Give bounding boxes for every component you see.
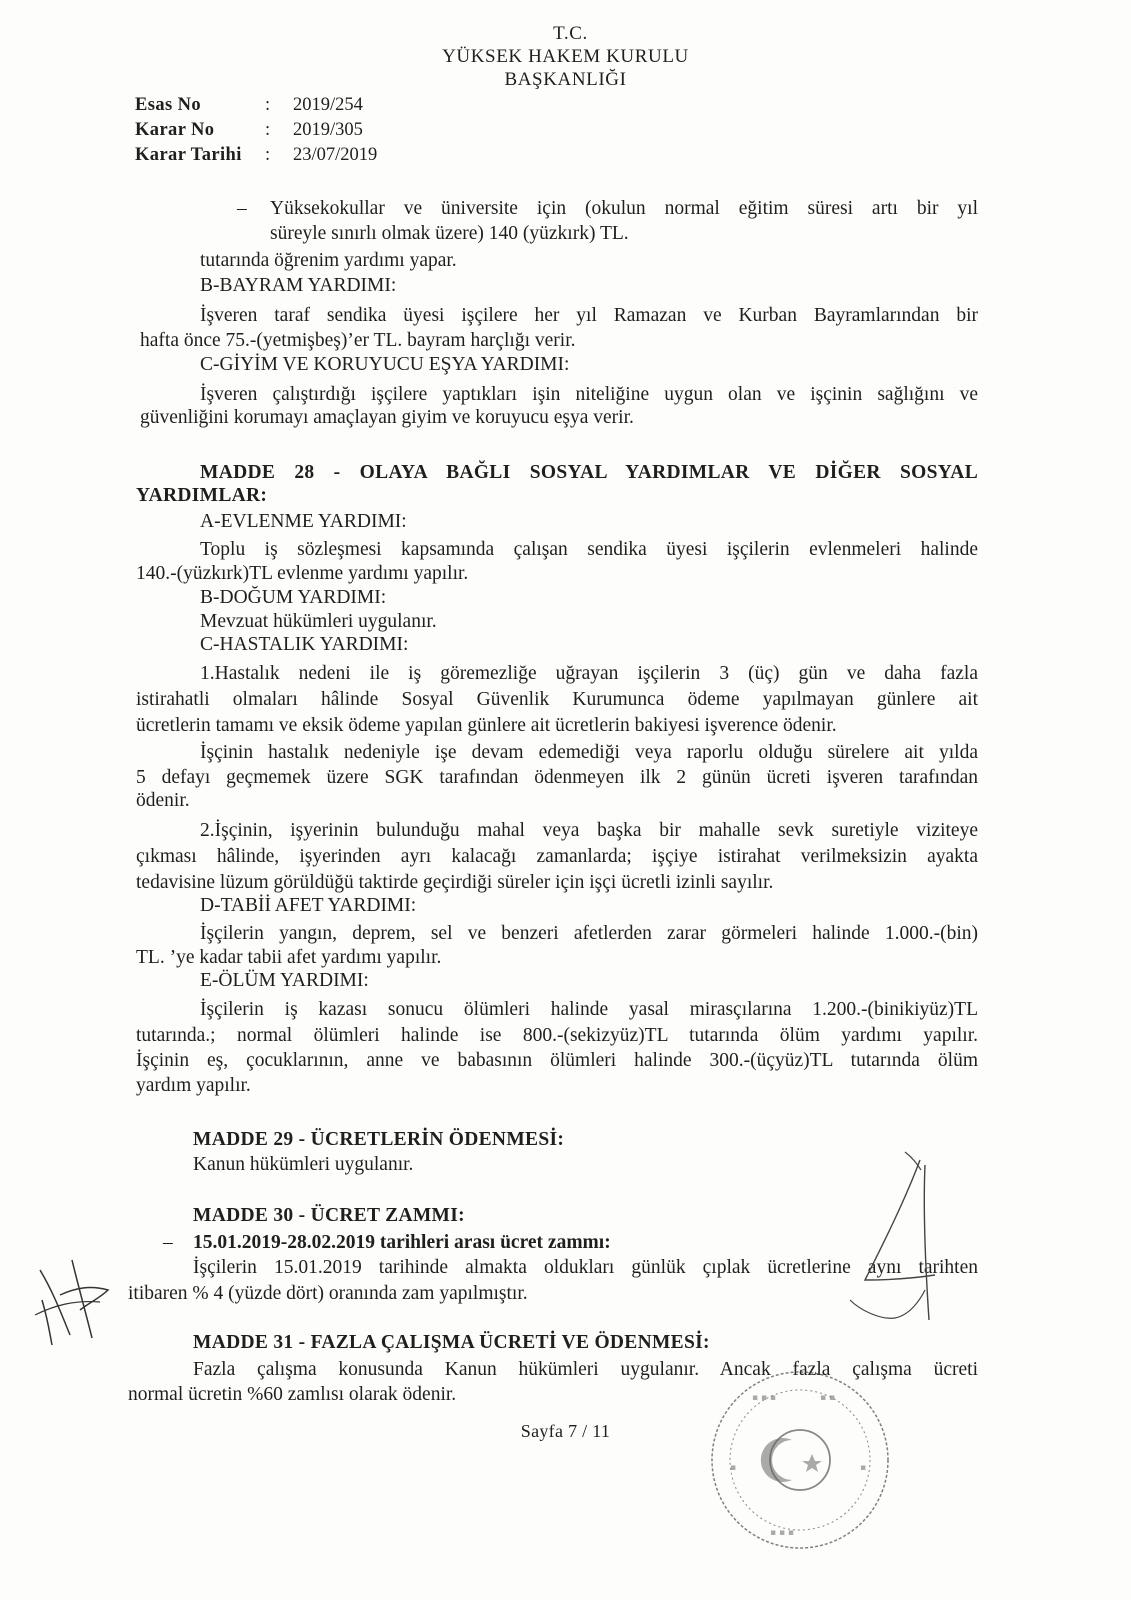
paragraph-line: Fazla çalışma konusunda Kanun hükümleri uygulanır. Ancak fazla çalışma ücreti [193, 1359, 978, 1380]
paragraph-line: TL. ’ye kadar tabii afet yardımı yapılır. [136, 947, 442, 968]
meta-row-esas [135, 93, 377, 118]
header-department: BAŞKANLIĞI [504, 69, 627, 90]
paragraph-line: İşçilerin iş kazası sonucu ölümleri halinde yasal mirasçılarına 1.200.-(binikiyüz)TL [200, 999, 978, 1020]
meta-sep: : [265, 95, 271, 115]
article-title-30: MADDE 30 - ÜCRET ZAMMI: [193, 1205, 465, 1226]
svg-text:▪ ▪ ▪: ▪ ▪ ▪ [770, 1528, 795, 1538]
svg-text:▪ ▪ ▪: ▪ ▪ ▪ [752, 1393, 777, 1403]
meta-value: 2019/254 [293, 95, 363, 115]
paragraph-line: Mevzuat hükümleri uygulanır. [200, 611, 437, 632]
article-title-28: MADDE 28 - OLAYA BAĞLI SOSYAL YARDIMLAR VE DİĞER SOSYAL [200, 462, 978, 483]
article-title-28-cont: YARDIMLAR: [136, 485, 268, 506]
page-number [0, 1420, 1131, 1443]
meta-row-karar [135, 118, 377, 143]
paragraph-line: İşçinin hastalık nedeniyle işe devam edemediği veya raporlu olduğu sürelere ait yılda [200, 742, 978, 763]
section-title-evlenme: A-EVLENME YARDIMI: [200, 511, 407, 532]
paragraph-line: İşçilerin 15.01.2019 tarihinde almakta oldukları günlük çıplak ücretlerine aynı tarihten [193, 1257, 978, 1278]
paragraph-line: İşveren çalıştırdığı işçilere yaptıkları işin niteliğine uygun olan ve işçinin sağlığını ve [200, 384, 978, 405]
paragraph-line: tutarında öğrenim yardımı yapar. [200, 250, 457, 271]
paragraph-line: İşçinin eş, çocuklarının, anne ve babasının ölümleri halinde 300.-(üçyüz)TL tutarında ölüm [136, 1050, 978, 1071]
svg-text:▪: ▪ [860, 1463, 867, 1473]
article-title-29: MADDE 29 - ÜCRETLERİN ÖDENMESİ: [193, 1129, 565, 1150]
paragraph-line: 5 defayı geçmemek üzere SGK tarafından ödenmeyen ilk 2 günün ücreti işveren tarafından [136, 767, 978, 788]
document-header [0, 22, 1131, 91]
list-dash: – [163, 1232, 173, 1253]
section-title-afet: D-TABİİ AFET YARDIMI: [200, 895, 417, 916]
page-number-text: Sayfa 7 / 11 [520, 1421, 611, 1441]
header-tc: T.C. [553, 23, 588, 44]
paragraph-line: normal ücretin %60 zamlısı olarak ödenir. [128, 1384, 457, 1405]
list-dash: – [237, 198, 247, 219]
case-metadata [135, 93, 377, 168]
paragraph-line: hafta önce 75.-(yetmişbeş)’er TL. bayram harçlığı verir. [140, 330, 576, 351]
svg-text:▪ ▪: ▪ ▪ [820, 1393, 836, 1403]
section-title-bayram: B-BAYRAM YARDIMI: [200, 275, 397, 296]
meta-label: Karar No [135, 120, 215, 140]
meta-value: 2019/305 [293, 120, 363, 140]
meta-label: Esas No [135, 95, 202, 115]
paragraph-line: itibaren % 4 (yüzde dört) oranında zam yapılmıştır. [128, 1283, 528, 1304]
official-seal [700, 1360, 900, 1560]
section-title-dogum: B-DOĞUM YARDIMI: [200, 587, 387, 608]
section-title-giyim: C-GİYİM VE KORUYUCU EŞYA YARDIMI: [200, 354, 570, 375]
paragraph-line: Kanun hükümleri uygulanır. [193, 1154, 414, 1175]
article-title-31: MADDE 31 - FAZLA ÇALIŞMA ÜCRETİ VE ÖDENMESİ: [193, 1332, 710, 1353]
paragraph-line: istirahatli olmaları hâlinde Sosyal Güvenlik Kurumunca ödeme yapılmayan günlere ait [136, 689, 978, 710]
paragraph-line: tutarında.; normal ölümleri halinde ise 800.-(sekizyüz)TL tutarında ölüm yardımı yapılır. [136, 1025, 978, 1046]
section-title-hastalik: C-HASTALIK YARDIMI: [200, 634, 409, 655]
paragraph-line: süreyle sınırlı olmak üzere) 140 (yüzkırk) TL. [270, 223, 629, 244]
paragraph-line: güvenliğini korumayı amaçlayan giyim ve koruyucu eşya verir. [140, 407, 634, 428]
paragraph-line: İşçilerin yangın, deprem, sel ve benzeri afetlerden zarar görmeleri halinde 1.000.-(bin) [200, 923, 978, 944]
paragraph-line: 140.-(yüzkırk)TL evlenme yardımı yapılır. [136, 563, 469, 584]
meta-sep: : [265, 120, 271, 140]
meta-row-tarih [135, 143, 377, 168]
paragraph-line: yardım yapılır. [136, 1075, 251, 1096]
header-institution: YÜKSEK HAKEM KURULU [442, 46, 689, 67]
paragraph-line: 1.Hastalık nedeni ile iş göremezliğe uğrayan işçilerin 3 (üç) gün ve daha fazla [200, 663, 978, 684]
paragraph-line: 2.İşçinin, işyerinin bulunduğu mahal veya başka bir mahalle sevk suretiyle viziteye [200, 820, 978, 841]
paragraph-line: ücretlerin tamamı ve eksik ödeme yapılan günlere ait ücretlerin bakiyesi işverence ödenir. [136, 715, 837, 736]
meta-value: 23/07/2019 [293, 145, 378, 165]
section-title-olum: E-ÖLÜM YARDIMI: [200, 970, 369, 991]
paragraph-line: tedavisine lüzum görüldüğü taktirde geçirdiği süreler için işçi ücretli izinli sayılır. [136, 872, 774, 893]
paragraph-line: Yüksekokullar ve üniversite için (okulun normal eğitim süresi artı bir yıl [270, 198, 978, 219]
paragraph-line: Toplu iş sözleşmesi kapsamında çalışan sendika üyesi işçilerin evlenmeleri halinde [200, 539, 978, 560]
paragraph-line: ödenir. [136, 790, 190, 811]
meta-sep: : [265, 145, 271, 165]
paragraph-line: İşveren taraf sendika üyesi işçilere her yıl Ramazan ve Kurban Bayramlarından bir [200, 305, 978, 326]
signature-mark-right [825, 1150, 955, 1340]
subsection-title: 15.01.2019-28.02.2019 tarihleri arası ücret zammı: [193, 1232, 611, 1253]
svg-text:▪: ▪ [730, 1463, 737, 1473]
signature-mark-left [30, 1240, 120, 1350]
meta-label: Karar Tarihi [135, 145, 242, 165]
paragraph-line: çıkması hâlinde, işyerinden ayrı kalacağı zamanlarda; işçiye istirahat verilmeksizin ayakta [136, 846, 978, 867]
